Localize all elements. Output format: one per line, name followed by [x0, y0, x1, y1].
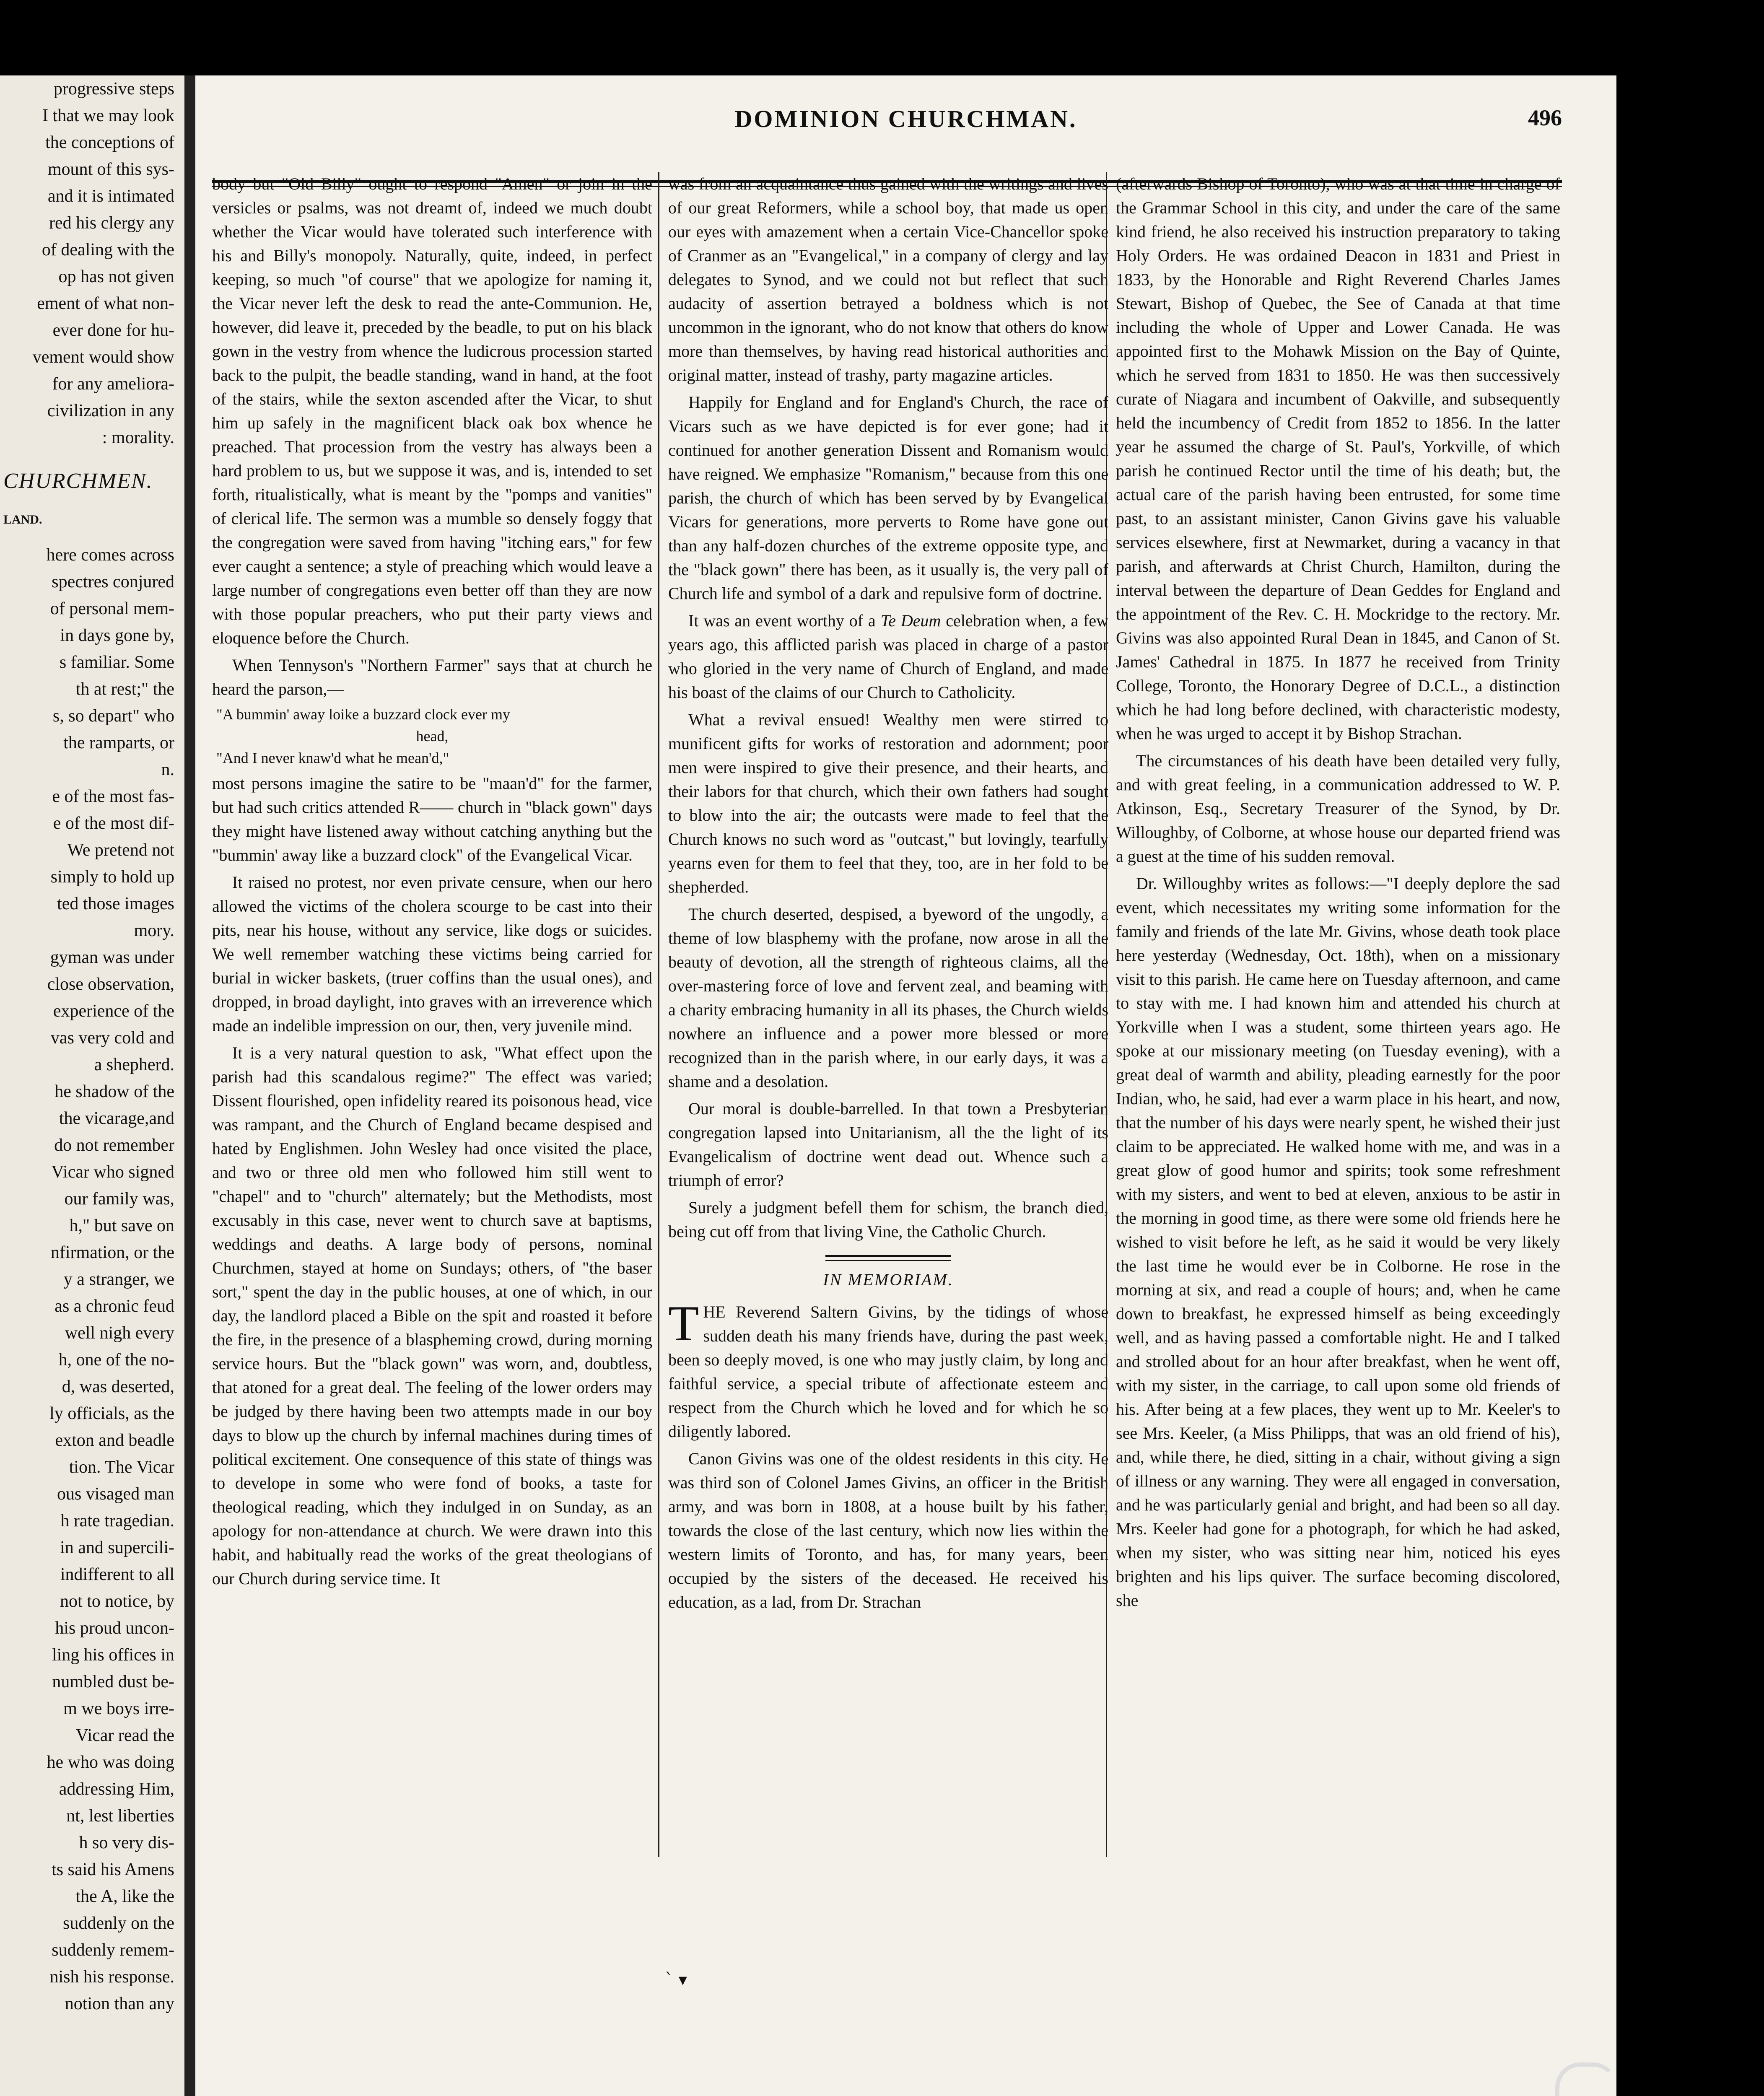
left-page-line: ted those images	[57, 894, 174, 913]
left-page-line: ever done for hu-	[52, 321, 174, 340]
left-page-line: progressive steps	[53, 79, 174, 99]
left-page-line: suddenly on the	[63, 1914, 174, 1933]
left-page-line: : morality.	[102, 428, 174, 447]
book-spine-gutter	[184, 75, 195, 2096]
memoriam-heading: IN MEMORIAM.	[823, 1270, 954, 1289]
paragraph: It is a very natural question to ask, "What effect upon the parish had this scandalous regime?" The effect was varied; Dissent flourished, open infidelity reared its poisonous head, vice was rampant, and the Church of England became despised and hated by Englishmen. John Wesley had once visited the place, and two or three old men who followed him still went to "chapel" and to "church" alternately; but the Methodists, most excusably in this case, never went to church save at baptisms, weddings and deaths. A large body of persons, nominal Churchmen, stayed at home on Sundays; others, of "the baser sort," spent the day in the public houses, at one of which, in our day, the landlord placed a Bible on the spit and roasted it before the fire, in the presence of a blaspheming crowd, during morning service hours. But the "black gown" was worn, and, doubtless, that atoned for a great deal. The feeling of the lower orders may be judged by there having been two attempts made in our boy days to blow up the church by infernal machines during times of political excitement. One consequence of this state of things was to develope in some who were fond of books, a taste for theological reading, which they indulged in on Sunday, as an apology for non-attendance at church. We were drawn into this habit, and habitually read the works of the great theologians of our Church during service time. It	[212, 1043, 652, 1588]
left-page-line: h rate tragedian.	[60, 1511, 174, 1530]
paragraph: When Tennyson's "Northern Farmer" says that at church he heard the parson,—	[212, 656, 652, 698]
left-page-line: numbled dust be-	[52, 1672, 174, 1691]
left-page-line: for any ameliora-	[52, 374, 174, 394]
paragraph: Surely a judgment befell them for schism, the branch died, being cut off from that living Vine, the Catholic Church.	[668, 1198, 1108, 1241]
left-page-line: vement would show	[32, 348, 174, 367]
left-page-bottom-lines	[0, 542, 184, 2017]
left-page-line: the A, like the	[75, 1887, 174, 1906]
left-page-line: Vicar read the	[75, 1726, 174, 1745]
left-page-line: th at rest;" the	[75, 680, 174, 699]
left-page-line: the vicarage,and	[59, 1109, 174, 1128]
paragraph: It raised no protest, nor even private censure, when our hero allowed the victims of the cholera scourge to be cast into their pits, near his house, without any service, like dogs or suicides. We well remember watching these victims being carried for burial in wicker baskets, (truer coffins than the usual ones), and dropped, in broad daylight, into graves with an irreverence which made an indelible impression on our, then, very juvenile mind.	[212, 873, 652, 1035]
left-page-line: our family was,	[64, 1189, 174, 1209]
newspaper-page	[195, 75, 1616, 2096]
left-page-line: here comes across	[46, 545, 174, 565]
left-page-line: ling his offices in	[52, 1645, 174, 1665]
left-page-line: not to notice, by	[60, 1592, 174, 1611]
left-page-line: of personal mem-	[50, 599, 174, 618]
page-header	[195, 105, 1616, 155]
column-divider-1	[658, 172, 659, 1857]
column-1	[212, 172, 652, 1594]
left-page-line: addressing Him,	[59, 1780, 174, 1799]
left-page-line: nish his response.	[49, 1967, 174, 1987]
left-page-line: ement of what non-	[37, 294, 174, 313]
left-page-line: mory.	[134, 921, 174, 940]
left-page-line: y a stranger, we	[63, 1270, 174, 1289]
text-span: It was an event worthy of a	[688, 611, 881, 630]
section-divider	[825, 1255, 951, 1261]
left-page-line: e of the most fas-	[52, 787, 174, 806]
left-page-line: h, one of the no-	[58, 1350, 174, 1370]
left-page-line: in days gone by,	[60, 626, 174, 645]
left-page-line: op has not given	[58, 267, 174, 286]
verse-line-continued: head,	[416, 728, 449, 744]
italic-title: Te Deum	[880, 611, 941, 630]
left-page-line: n.	[161, 760, 174, 779]
paragraph: body but "Old Billy" ought to respond "Amen" or join in the versicles or psalms, was not dreamt of, indeed we much doubt whether the Vicar would have tolerated such interference with his and Billy's monopoly. Naturally, quite, indeed, in perfect keeping, so much "of course" that we apologize for naming it, the Vicar never left the desk to read the ante-Communion. He, however, did leave it, preceded by the beadle, to put on his black gown in the vestry from whence the ludicrous procession started back to the pulpit, the beadle standing, wand in hand, at the foot of the stairs, while the sexton ascended after the Vicar, to shut him up safely in the magnificent black oak box whence he preached. That procession from the vestry has always been a hard problem to us, but we suppose it was, and is, intended to set forth, ritualistically, what is meant by the "pomps and vanities" of clerical life. The sermon was a mumble so densely foggy that the congregation were saved from having "itching ears," for few ever caught a sentence; a style of preaching which would leave a large number of congregations even better off than they are now with those popular preachers, who put their party views and eloquence before the Church.	[212, 174, 652, 647]
left-page-line: I that we may look	[42, 106, 174, 125]
footer-mark: ` ▾	[665, 1970, 687, 1990]
left-page-line: his proud uncon-	[55, 1619, 174, 1638]
left-page-line: s, so depart" who	[52, 706, 174, 726]
left-page-line: e of the most dif-	[53, 814, 174, 833]
left-page-line: vas very cold and	[50, 1028, 174, 1048]
paragraph	[668, 1295, 1108, 1443]
left-page-line: in and supercili-	[60, 1538, 174, 1557]
left-page-heading: CHURCHMEN.	[3, 469, 153, 493]
paragraph: What a revival ensued! Wealthy men were stirred to munificent gifts for works of restoration and adornment; poor men were inspired to give their presence, and their hearts, and their labors for that church, which their own fathers had sought to blow into the air; the outcasts were made to feel that the Church knows no such word as "outcast," but lovingly, tearfully yearns even for them to feel that they, too, are in her fold to be shepherded.	[668, 710, 1108, 896]
left-page-line: well nigh every	[65, 1323, 174, 1343]
left-page-line: notion than any	[65, 1994, 174, 2013]
left-page-line: simply to hold up	[50, 867, 174, 887]
left-page-line: do not remember	[54, 1136, 174, 1155]
left-page-line: indifferent to all	[60, 1565, 174, 1584]
paragraph: most persons imagine the satire to be "maan'd" for the farmer, but had such critics attended R—— church in "black gown" days they might have listened away without catching anything but the "bummin' away like a buzzard clock" of the Evangelical Vicar.	[212, 774, 652, 864]
left-page-line: gyman was under	[50, 948, 174, 967]
left-page-line: as a chronic feud	[54, 1297, 174, 1316]
left-page-line: d, was deserted,	[62, 1377, 174, 1396]
left-page-line: h," but save on	[69, 1216, 174, 1235]
left-page-line: a shepherd.	[94, 1055, 174, 1074]
left-page-line: ly officials, as the	[49, 1404, 174, 1423]
left-page-line: the conceptions of	[45, 133, 174, 152]
left-page-line: he who was doing	[47, 1753, 174, 1772]
left-page-line: red his clergy any	[49, 213, 174, 233]
left-page-subheading: LAND.	[3, 513, 42, 527]
column-3	[1116, 172, 1560, 1616]
left-page-line: exton and beadle	[55, 1431, 174, 1450]
left-page-line: he shadow of the	[54, 1082, 174, 1101]
left-page-line: suddenly remem-	[52, 1940, 174, 1960]
left-page-line: ts said his Amens	[52, 1860, 174, 1879]
left-page-fragment	[0, 75, 184, 2096]
page-number: 496	[1528, 105, 1562, 130]
left-page-line: Vicar who signed	[51, 1162, 174, 1182]
paragraph: Our moral is double-barrelled. In that town a Presbyterian congregation lapsed into Unitarianism, all the the light of its Evangelicalism of doctrine went dead out. Whence such a triumph of error?	[668, 1099, 1108, 1190]
left-page-line: of dealing with the	[42, 240, 174, 259]
left-page-line: m we boys irre-	[63, 1699, 174, 1718]
left-page-top-lines	[0, 75, 184, 451]
left-page-line: s familiar. Some	[59, 653, 174, 672]
text-span: celebration when, a few years ago, this afflicted parish was placed in charge of a pastor who gloried in the very name of Church of England, and made his boast of the claims of our Church to Catholicity.	[668, 611, 1108, 702]
verse-line: "A bummin' away loike a buzzard clock ever my	[216, 706, 510, 723]
paragraph: Happily for England and for England's Church, the race of Vicars such as we have depicted is for ever gone; had it continued for another generation Dissent and Romanism would have reigned. We emphasize "Romanism," because from this one parish, the church of which has been served by by Evangelical Vicars for generations, more perverts to Rome have gone out than any half-dozen churches of the extreme opposite type, and the "black gown" there has been, as it usually is, the very pall of Church life and symbol of a dark and repulsive form of doctrine.	[668, 393, 1108, 603]
left-page-line: nt, lest liberties	[66, 1806, 174, 1826]
left-page-line: tion. The Vicar	[69, 1458, 174, 1477]
left-page-line: spectres conjured	[52, 572, 174, 591]
text-span: HE Reverend Saltern Givins, by the tidings of whose sudden death his many friends have, during the past week, been so deeply moved, is one who may justly claim, by long and faithful service, a special tribute of affectionate esteem and respect from the Church which he loved and for which he so diligently labored.	[668, 1302, 1108, 1441]
left-page-line: ous visaged man	[57, 1484, 174, 1504]
left-page-line: civilization in any	[47, 401, 174, 420]
paragraph: (afterwards Bishop of Toronto), who was at that time in charge of the Grammar School in this city, and under the care of the same kind friend, he also received his instruction preparatory to taking Holy Orders. He was ordained Deacon in 1831 and Priest in 1833, by the Honorable and Right Reverend Charles James Stewart, Bishop of Quebec, the See of Canada at that time including the whole of Upper and Lower Canada. He was appointed first to the Mohawk Mission on the Bay of Quinte, which he served from 1831 to 1850. He was then successively curate of Niagara and incumbent of Oakville, and subsequently held the incumbency of Credit from 1852 to 1856. In the latter year he assumed the charge of St. Paul's, Yorkville, of which parish he continued Rector until the time of his death; but, the actual care of the parish having been entrusted, for some time past, to an assistant minister, Canon Givins gave his valuable services elsewhere, first at Newmarket, during a vacancy in that parish, and afterwards at Christ Church, Hamilton, during the interval between the departure of Dean Geddes for England and the appointment of the Rev. C. H. Mockridge to the rectory. Mr. Givins was also appointed Rural Dean in 1845, and Canon of St. James' Cathedral in 1875. In 1877 he received from Trinity College, Toronto, the Honorary Degree of D.C.L., a distinction which he had long before declined, with characteristic modesty, when he was urged to accept it by Bishop Strachan.	[1116, 174, 1560, 743]
left-page-line: h so very dis-	[79, 1833, 174, 1852]
column-2	[668, 172, 1108, 1617]
paragraph: Canon Givins was one of the oldest residents in this city. He was third son of Colonel James Givins, an officer in the British army, and was born in 1808, at a house built by his father, towards the close of the last century, which now lies within the western limits of Toronto, and has, for many years, been occupied by the sisters of the deceased. He received his education, as a lad, from Dr. Strachan	[668, 1449, 1108, 1611]
left-page-line: mount of this sys-	[47, 160, 174, 179]
left-page-line: nfirmation, or the	[50, 1243, 174, 1262]
drop-cap: T	[668, 1295, 699, 1351]
verse-line: "And I never knaw'd what he mean'd,"	[216, 750, 449, 766]
left-page-line: experience of the	[53, 1001, 174, 1021]
left-page-line: We pretend not	[67, 840, 174, 860]
paragraph: was from an acquaintance thus gained with the writings and lives of our great Reformers, while a school boy, that made us open our eyes with amazement when a certain Vice-Chancellor spoke of Cranmer as an "Evangelical," in a company of clergy and lay delegates to Synod, and we could not but reflect that such audacity of assertion betrayed a boldness which is not uncommon in the ignorant, who do not know that others do know more than themselves, by having read historical authorities and original matter, instead of trashy, party magazine articles.	[668, 174, 1108, 384]
masthead-title: DOMINION CHURCHMAN.	[734, 105, 1077, 132]
left-page-line: close observation,	[47, 975, 174, 994]
left-page-line: and it is intimated	[47, 187, 174, 206]
paragraph	[668, 609, 1108, 704]
left-page-line: the ramparts, or	[63, 733, 174, 752]
paragraph: Dr. Willoughby writes as follows:—"I deeply deplore the sad event, which necessitates my writing some information for the family and friends of the late Mr. Givins, whose death took place here yesterday (Wednesday, Oct. 18th), when on a missionary visit to this parish. He came here on Tuesday afternoon, and came to stay with me. I had known him and attended his church at Yorkville when I was a student, some thirteen years ago. He spoke at our missionary meeting (on Tuesday evening), with a great deal of warmth and ability, pleading earnestly for the poor Indian, who, he said, had ever a warm place in his heart, and now, that the number of his days were nearly spent, he wished their just claim to be appreciated. He walked home with me, and was in a great glow of good humor and spirits; took some refreshment with my sisters, and went to bed at eleven, anxious to be astir in the morning in good time, as there were some old friends here he wished to visit before he left, as he said it would be very likely the last time he would ever be in Colborne. He rose in the morning at six, and read a couple of hours; and, when he came down to breakfast, he expressed himself as being exceedingly well, and as having passed a comfortable night. He and I talked and strolled about for an hour after breakfast, when he went off, with my sister, in the carriage, to call upon some old friends of his. After being at a few places, they went up to Mr. Keeler's to see Mrs. Keeler, (a Miss Philipps, that was an old friend of his), and, while there, he died, sitting in a chair, without giving a sign of illness or any warning. They were all engaged in conversation, and he was particularly genial and bright, and had been so all day. Mrs. Keeler had gone for a photograph, for which he had asked, when my sister, who was sitting near him, noticed his eyes brighten and his lips quiver. The surface becoming discolored, she	[1116, 874, 1560, 1610]
paragraph: The circumstances of his death have been detailed very fully, and with great feeling, in a communication addressed to W. P. Atkinson, Esq., Secretary Treasurer of the Synod, by Dr. Willoughby, of Colborne, at whose house our departed friend was a guest at the time of his sudden removal.	[1116, 751, 1560, 866]
paragraph: The church deserted, despised, a byeword of the ungodly, a theme of low blasphemy with the profane, now arose in all the beauty of devotion, all the strength of righteous claims, all the over-mastering force of love and fervent zeal, and beaming with a charity embracing humanity in all its phases, the Church wields nowhere an influence and a power more blessed or more recognized than in the parish where, in our early days, it was a shame and a desolation.	[668, 905, 1108, 1091]
